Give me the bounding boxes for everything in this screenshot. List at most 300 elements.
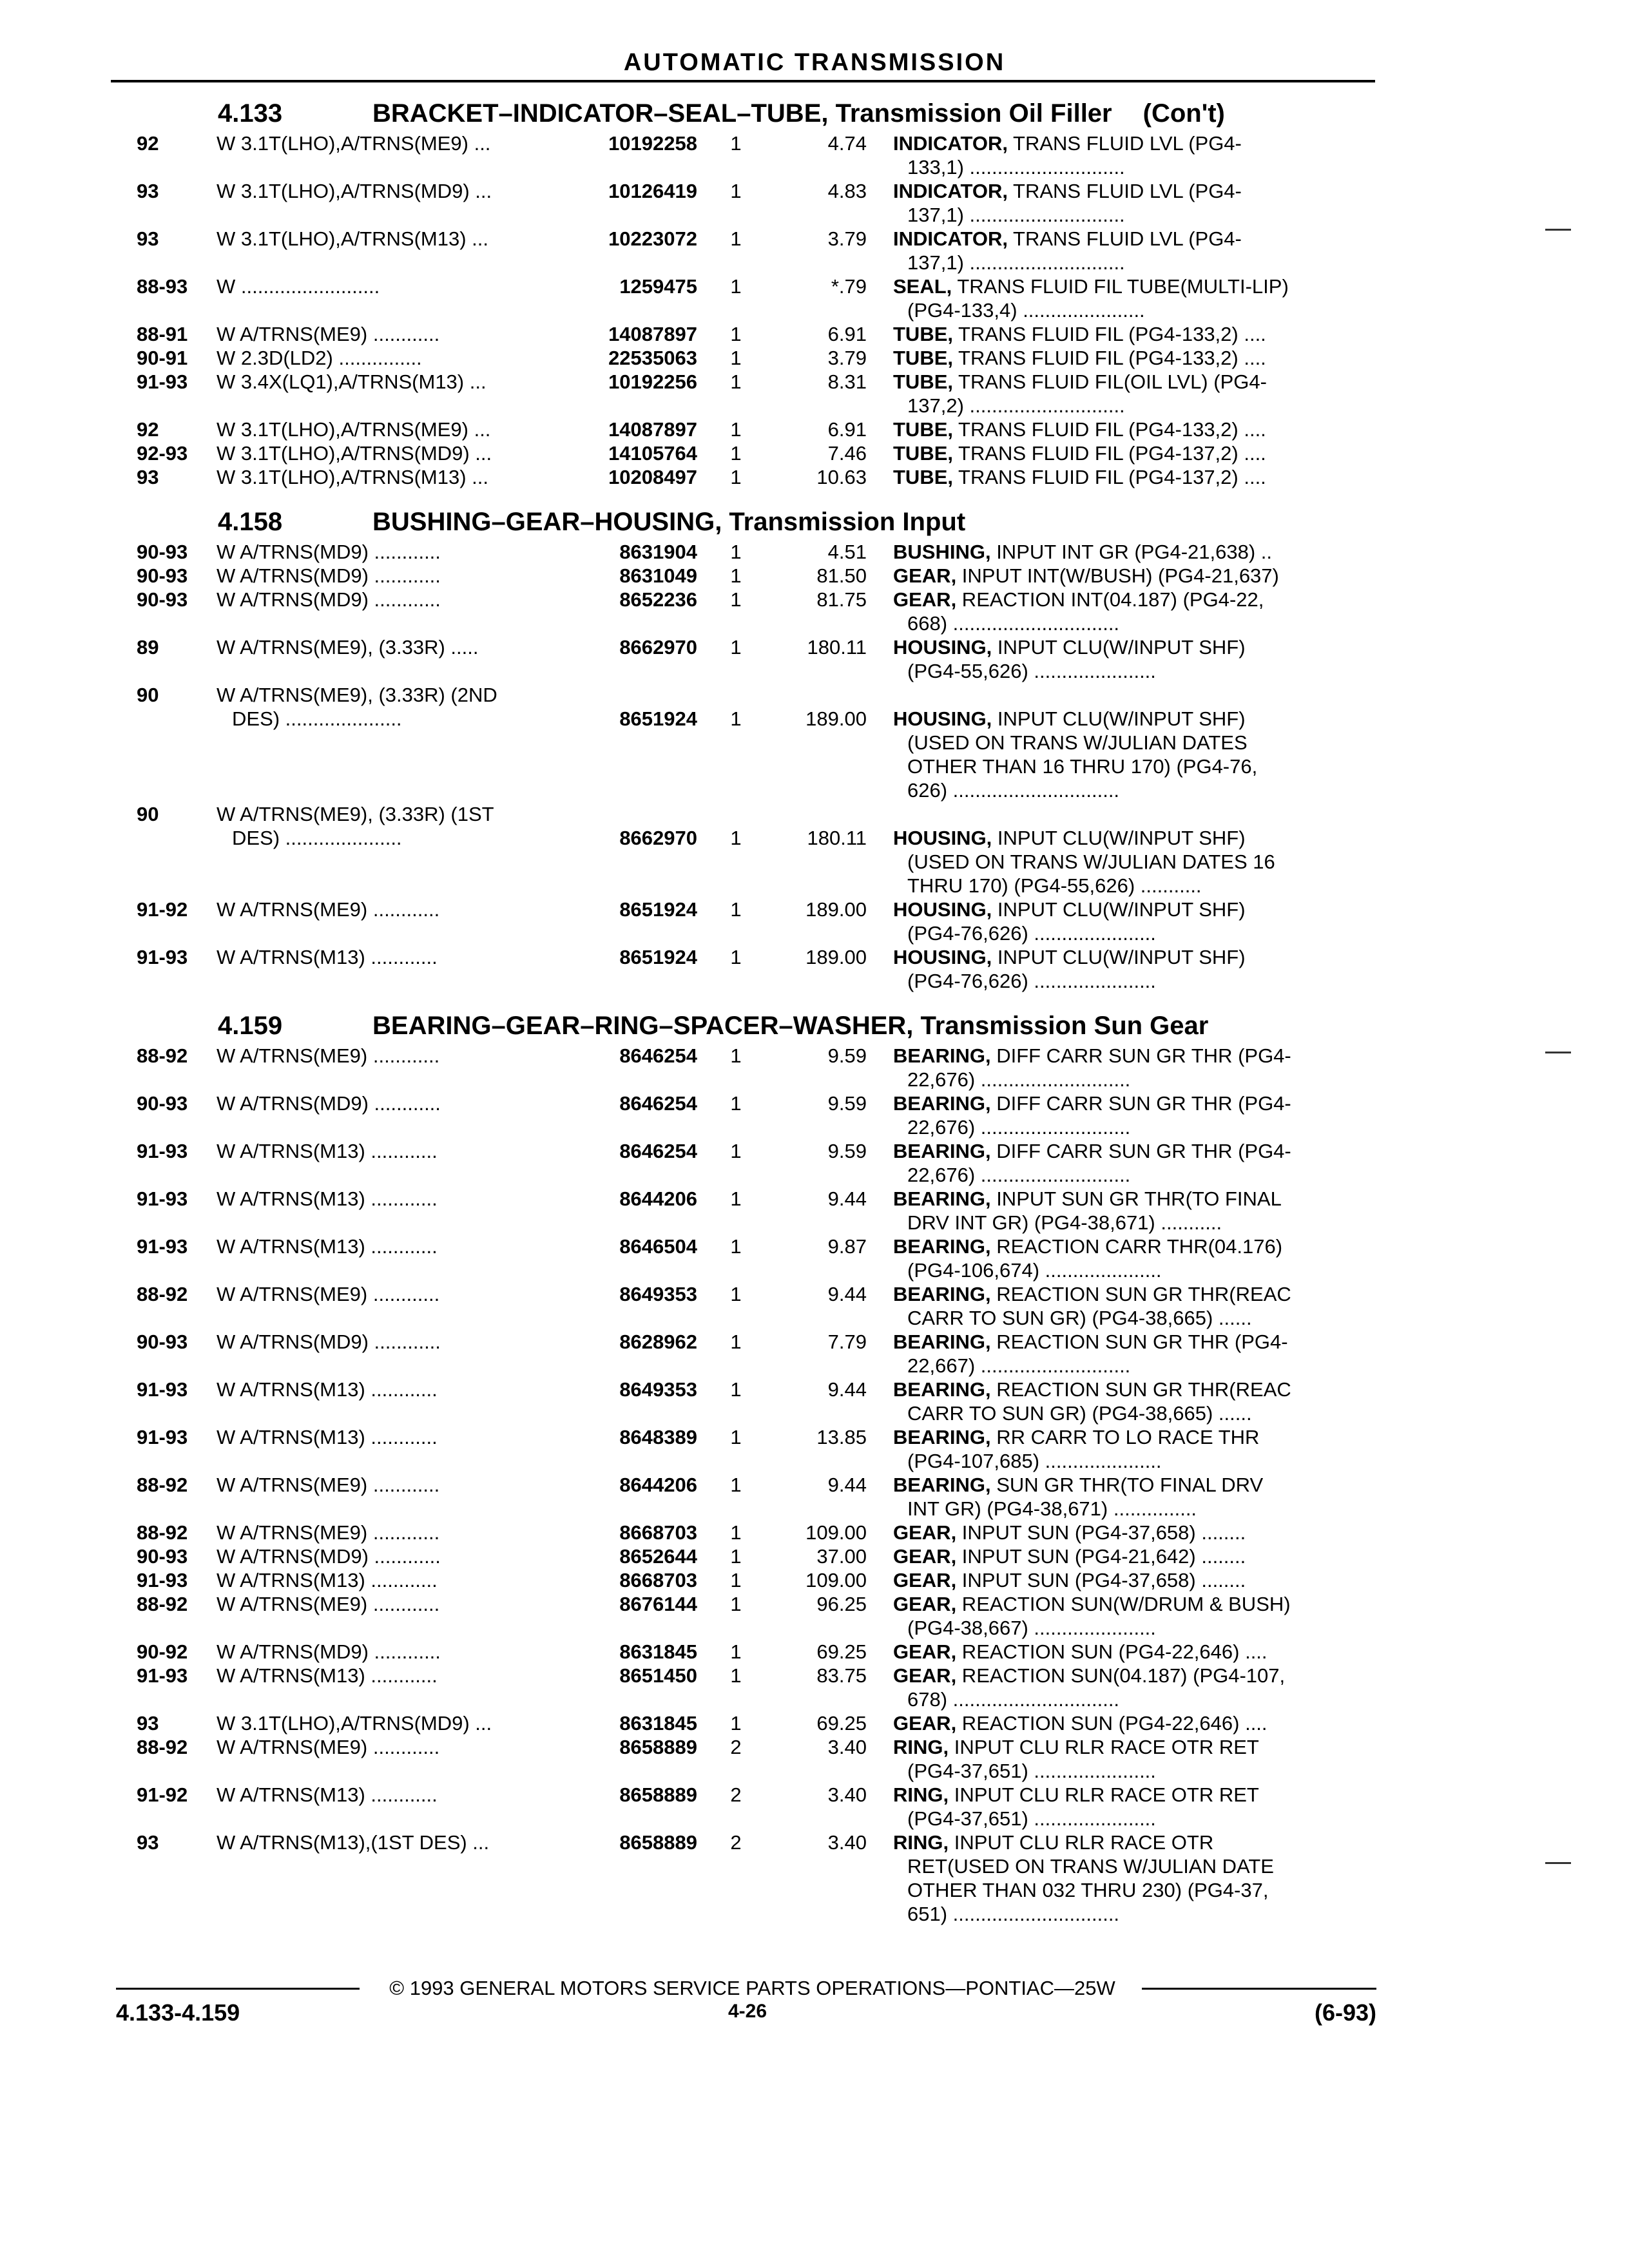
part-name: HOUSING, [893, 827, 992, 849]
part-number: 8631845 [619, 1640, 697, 1663]
part-number: 8668703 [619, 1569, 697, 1591]
quantity: 1 [730, 323, 742, 345]
part-number: 8651924 [619, 946, 697, 968]
part-number: 1259475 [619, 275, 697, 298]
description [893, 441, 1376, 465]
footer-rule-left [116, 1988, 360, 1990]
model-years: 91-93 [137, 1140, 188, 1162]
usage: W A/TRNS(MD9) ............ [217, 564, 441, 587]
model-years: 90-93 [137, 1092, 188, 1115]
usage: W 3.1T(LHO),A/TRNS(MD9) ... [217, 1712, 492, 1735]
description-continued: 668) .............................. [907, 612, 1120, 635]
description [893, 1139, 1376, 1163]
usage: W A/TRNS(M13) ............ [217, 946, 438, 968]
margin-mark [1545, 229, 1571, 231]
model-years: 88-92 [137, 1736, 188, 1758]
part-name: TUBE, [893, 442, 953, 465]
header-rule [111, 80, 1375, 82]
description-continued: 22,676) ........................... [907, 1116, 1131, 1139]
model-years: 93 [137, 1712, 159, 1735]
usage: W A/TRNS(M13) ............ [217, 1426, 438, 1448]
model-years: 90-93 [137, 1545, 188, 1568]
part-name: SEAL, [893, 275, 952, 298]
usage: W A/TRNS(ME9), (3.33R) (2ND [217, 684, 497, 706]
price: 96.25 [816, 1593, 867, 1615]
price: 8.31 [827, 370, 867, 393]
price: 7.46 [827, 442, 867, 465]
description [893, 179, 1376, 203]
model-years: 90-93 [137, 1331, 188, 1353]
description-text: TRANS FLUID FIL(OIL LVL) (PG4- [953, 370, 1267, 393]
model-years: 90-92 [137, 1640, 188, 1663]
footer-copyright: © 1993 GENERAL MOTORS SERVICE PARTS OPERATIONS—PONTIAC—25W [389, 1977, 1115, 1999]
part-name: INDICATOR, [893, 180, 1008, 202]
description-continued: RET(USED ON TRANS W/JULIAN DATE [907, 1855, 1274, 1878]
description [893, 826, 1376, 850]
part-number: 8651924 [619, 707, 697, 730]
description-continued: CARR TO SUN GR) (PG4-38,665) ...... [907, 1402, 1252, 1425]
quantity: 1 [730, 132, 742, 155]
usage: W 3.1T(LHO),A/TRNS(ME9) ... [217, 132, 491, 155]
model-years: 91-92 [137, 1783, 188, 1806]
description-text: INPUT SUN (PG4-37,658) ........ [956, 1521, 1246, 1544]
quantity: 1 [730, 1235, 742, 1258]
description [893, 1735, 1376, 1759]
part-name: BEARING, [893, 1474, 991, 1496]
part-number: 14087897 [608, 418, 697, 441]
model-years: 88-92 [137, 1474, 188, 1496]
description-text: REACTION SUN (PG4-22,646) .... [956, 1712, 1268, 1735]
description [893, 1568, 1376, 1592]
description [893, 1592, 1376, 1616]
usage: W A/TRNS(ME9) ............ [217, 1521, 440, 1544]
model-years: 91-93 [137, 1664, 188, 1687]
quantity: 1 [730, 442, 742, 465]
part-number: 8662970 [619, 827, 697, 849]
model-years: 88-92 [137, 1521, 188, 1544]
model-years: 90-93 [137, 564, 188, 587]
usage: W A/TRNS(M13) ............ [217, 1378, 438, 1401]
price: 180.11 [807, 827, 867, 849]
part-name: GEAR, [893, 1640, 957, 1663]
model-years: 91-93 [137, 1426, 188, 1448]
description-continued: (PG4-38,667) ...................... [907, 1617, 1156, 1639]
quantity: 1 [730, 636, 742, 658]
description-continued: (PG4-133,4) ...................... [907, 299, 1145, 322]
part-name: BEARING, [893, 1378, 991, 1401]
description-continued: THRU 170) (PG4-55,626) ........... [907, 874, 1202, 897]
price: 4.74 [827, 132, 867, 155]
part-number: 8646254 [619, 1044, 697, 1067]
quantity: 1 [730, 1712, 742, 1735]
description-continued: 678) .............................. [907, 1688, 1120, 1711]
quantity: 1 [730, 946, 742, 968]
part-number: 10208497 [608, 466, 697, 488]
part-name: BEARING, [893, 1283, 991, 1305]
price: 37.00 [816, 1545, 867, 1568]
usage: W A/TRNS(M13) ............ [217, 1140, 438, 1162]
description-text: REACTION SUN (PG4-22,646) .... [956, 1640, 1268, 1663]
part-number: 10192258 [608, 132, 697, 155]
part-name: GEAR, [893, 1712, 957, 1735]
price: 4.83 [827, 180, 867, 202]
part-number: 8646254 [619, 1140, 697, 1162]
section-number: 4.133 [218, 99, 283, 128]
description-continued: 22,676) ........................... [907, 1164, 1131, 1186]
part-number: 8662970 [619, 636, 697, 658]
section-heading [218, 1012, 1208, 1041]
part-name: TUBE, [893, 370, 953, 393]
description-continued: 651) .............................. [907, 1903, 1120, 1925]
model-years: 93 [137, 180, 159, 202]
part-name: TUBE, [893, 466, 953, 488]
description-text: TRANS FLUID FIL (PG4-133,2) .... [953, 347, 1266, 369]
price: 7.79 [827, 1331, 867, 1353]
part-name: BEARING, [893, 1187, 991, 1210]
quantity: 1 [730, 707, 742, 730]
description [893, 1544, 1376, 1568]
description-text: SUN GR THR(TO FINAL DRV [990, 1474, 1264, 1496]
usage: W A/TRNS(ME9) ............ [217, 1593, 440, 1615]
footer-section-range: 4.133-4.159 [116, 1999, 240, 2026]
description-continued: OTHER THAN 16 THRU 170) (PG4-76, [907, 755, 1258, 778]
model-years: 88-92 [137, 1283, 188, 1305]
model-years: 88-92 [137, 1044, 188, 1067]
description-continued: 137,1) ............................ [907, 204, 1125, 226]
usage: W 3.4X(LQ1),A/TRNS(M13) ... [217, 370, 487, 393]
description-text: INPUT SUN GR THR(TO FINAL [990, 1187, 1282, 1210]
description-continued: 137,2) ............................ [907, 394, 1125, 417]
section-heading [218, 99, 1225, 128]
quantity: 1 [730, 1664, 742, 1687]
price: 9.59 [827, 1092, 867, 1115]
part-number: 22535063 [608, 347, 697, 369]
part-number: 14087897 [608, 323, 697, 345]
page-title: AUTOMATIC TRANSMISSION [623, 49, 1006, 76]
description [893, 1091, 1376, 1115]
model-years: 90 [137, 803, 159, 825]
price: *.79 [831, 275, 867, 298]
part-name: INDICATOR, [893, 227, 1008, 250]
usage: W A/TRNS(MD9) ............ [217, 588, 441, 611]
usage: W A/TRNS(ME9) ............ [217, 1736, 440, 1758]
description-text: TRANS FLUID FIL (PG4-137,2) .... [953, 442, 1266, 465]
model-years: 91-93 [137, 1569, 188, 1591]
quantity: 1 [730, 1092, 742, 1115]
description-continued: CARR TO SUN GR) (PG4-38,665) ...... [907, 1307, 1252, 1329]
description [893, 418, 1376, 441]
usage: W A/TRNS(M13) ............ [217, 1783, 438, 1806]
description [893, 945, 1376, 969]
usage: W A/TRNS(ME9) ............ [217, 1474, 440, 1496]
description-text: REACTION INT(04.187) (PG4-22, [956, 588, 1264, 611]
quantity: 1 [730, 418, 742, 441]
section-title: BUSHING–GEAR–HOUSING, Transmission Input [372, 508, 966, 536]
quantity: 1 [730, 1545, 742, 1568]
part-number: 8649353 [619, 1283, 697, 1305]
description-text: INPUT CLU(W/INPUT SHF) [992, 636, 1246, 658]
description-continued: 22,667) ........................... [907, 1354, 1131, 1377]
part-number: 8649353 [619, 1378, 697, 1401]
description-text: REACTION CARR THR(04.176) [990, 1235, 1283, 1258]
quantity: 1 [730, 1044, 742, 1067]
model-years: 91-93 [137, 370, 188, 393]
price: 189.00 [805, 946, 867, 968]
description [893, 588, 1376, 611]
part-number: 10223072 [608, 227, 697, 250]
usage: W A/TRNS(M13) ............ [217, 1187, 438, 1210]
usage: W A/TRNS(MD9) ............ [217, 541, 441, 563]
description-continued: (PG4-107,685) ..................... [907, 1450, 1162, 1472]
part-number: 8658889 [619, 1736, 697, 1758]
price: 3.79 [827, 227, 867, 250]
price: 3.40 [827, 1736, 867, 1758]
quantity: 1 [730, 1331, 742, 1353]
model-years: 93 [137, 466, 159, 488]
part-name: HOUSING, [893, 707, 992, 730]
part-name: HOUSING, [893, 946, 992, 968]
usage-continued: DES) ..................... [232, 707, 402, 730]
description [893, 1378, 1376, 1401]
price: 83.75 [816, 1664, 867, 1687]
description-text: TRANS FLUID FIL (PG4-137,2) .... [953, 466, 1266, 488]
margin-mark [1545, 1052, 1571, 1053]
model-years: 88-91 [137, 323, 188, 345]
footer-date: (6-93) [1314, 1999, 1376, 2026]
model-years: 91-93 [137, 946, 188, 968]
usage: W A/TRNS(M13) ............ [217, 1664, 438, 1687]
usage: W A/TRNS(M13),(1ST DES) ... [217, 1831, 490, 1854]
quantity: 1 [730, 466, 742, 488]
usage: W A/TRNS(ME9) ............ [217, 1044, 440, 1067]
description-text: INPUT CLU RLR RACE OTR [949, 1831, 1214, 1854]
part-name: GEAR, [893, 1593, 957, 1615]
description-continued: 626) .............................. [907, 779, 1120, 802]
part-number: 8631904 [619, 541, 697, 563]
description-text: TRANS FLUID FIL TUBE(MULTI-LIP) [952, 275, 1289, 298]
section-number: 4.159 [218, 1012, 283, 1040]
quantity: 1 [730, 1593, 742, 1615]
part-number: 8652644 [619, 1545, 697, 1568]
price: 3.79 [827, 347, 867, 369]
description-text: INPUT CLU(W/INPUT SHF) [992, 707, 1246, 730]
description-continued: 22,676) ........................... [907, 1068, 1131, 1091]
description-continued: (PG4-55,626) ...................... [907, 660, 1156, 682]
model-years: 93 [137, 1831, 159, 1854]
quantity: 1 [730, 1474, 742, 1496]
description [893, 635, 1376, 659]
model-years: 90-93 [137, 588, 188, 611]
description-text: REACTION SUN GR THR(REAC [990, 1378, 1291, 1401]
model-years: 90-93 [137, 541, 188, 563]
part-name: RING, [893, 1736, 949, 1758]
usage: W A/TRNS(MD9) ............ [217, 1640, 441, 1663]
quantity: 1 [730, 827, 742, 849]
part-number: 8668703 [619, 1521, 697, 1544]
part-number: 8631049 [619, 564, 697, 587]
usage: W A/TRNS(MD9) ............ [217, 1092, 441, 1115]
part-number: 8646504 [619, 1235, 697, 1258]
description [893, 1330, 1376, 1354]
part-name: GEAR, [893, 588, 957, 611]
price: 13.85 [816, 1426, 867, 1448]
quantity: 1 [730, 1521, 742, 1544]
description [893, 540, 1376, 564]
usage-continued: DES) ..................... [232, 827, 402, 849]
price: 9.59 [827, 1044, 867, 1067]
description [893, 1425, 1376, 1449]
part-number: 10126419 [608, 180, 697, 202]
description-text: RR CARR TO LO RACE THR [990, 1426, 1260, 1448]
description-text: TRANS FLUID FIL (PG4-133,2) .... [953, 323, 1266, 345]
description [893, 707, 1376, 731]
quantity: 1 [730, 898, 742, 921]
quantity: 1 [730, 180, 742, 202]
footer-rule-right [1142, 1988, 1376, 1990]
part-name: BEARING, [893, 1140, 991, 1162]
part-number: 14105764 [608, 442, 697, 465]
description [893, 1187, 1376, 1211]
part-name: GEAR, [893, 564, 957, 587]
description-text: INPUT CLU RLR RACE OTR RET [949, 1736, 1259, 1758]
usage: W 3.1T(LHO),A/TRNS(ME9) ... [217, 418, 491, 441]
part-number: 8676144 [619, 1593, 697, 1615]
usage: W A/TRNS(M13) ............ [217, 1569, 438, 1591]
part-number: 8644206 [619, 1474, 697, 1496]
section-title: BEARING–GEAR–RING–SPACER–WASHER, Transmission Sun Gear [372, 1012, 1209, 1040]
price: 109.00 [805, 1569, 867, 1591]
model-years: 89 [137, 636, 159, 658]
part-name: BEARING, [893, 1044, 991, 1067]
part-name: INDICATOR, [893, 132, 1008, 155]
part-number: 8652236 [619, 588, 697, 611]
usage: W 3.1T(LHO),A/TRNS(MD9) ... [217, 180, 492, 202]
description-continued: (PG4-37,651) ...................... [907, 1807, 1156, 1830]
price: 69.25 [816, 1712, 867, 1735]
description [893, 1521, 1376, 1544]
quantity: 1 [730, 588, 742, 611]
price: 9.44 [827, 1378, 867, 1401]
description [893, 227, 1376, 251]
description-continued: INT GR) (PG4-38,671) ............... [907, 1497, 1197, 1520]
price: 6.91 [827, 418, 867, 441]
description-text: INPUT SUN (PG4-37,658) ........ [956, 1569, 1246, 1591]
footer-page-number: 4-26 [728, 2001, 767, 2022]
price: 9.44 [827, 1283, 867, 1305]
quantity: 1 [730, 227, 742, 250]
usage: W A/TRNS(ME9), (3.33R) (1ST [217, 803, 494, 825]
part-name: BEARING, [893, 1235, 991, 1258]
description [893, 274, 1376, 298]
part-name: TUBE, [893, 347, 953, 369]
usage: W 2.3D(LD2) ............... [217, 347, 422, 369]
part-number: 10192256 [608, 370, 697, 393]
description-text: INPUT INT(W/BUSH) (PG4-21,637) [956, 564, 1279, 587]
description-text: INPUT INT GR (PG4-21,638) .. [990, 541, 1272, 563]
price: 3.40 [827, 1831, 867, 1854]
description [893, 346, 1376, 370]
part-name: GEAR, [893, 1545, 957, 1568]
quantity: 1 [730, 1283, 742, 1305]
price: 10.63 [816, 466, 867, 488]
description-continued: 137,1) ............................ [907, 251, 1125, 274]
part-name: GEAR, [893, 1569, 957, 1591]
quantity: 1 [730, 1569, 742, 1591]
quantity: 1 [730, 370, 742, 393]
part-name: BEARING, [893, 1331, 991, 1353]
quantity: 1 [730, 541, 742, 563]
model-years: 93 [137, 227, 159, 250]
part-name: BEARING, [893, 1426, 991, 1448]
quantity: 2 [730, 1783, 742, 1806]
model-years: 90-91 [137, 347, 188, 369]
part-name: HOUSING, [893, 898, 992, 921]
usage: W A/TRNS(MD9) ............ [217, 1331, 441, 1353]
price: 4.51 [827, 541, 867, 563]
description-continued: (USED ON TRANS W/JULIAN DATES [907, 731, 1248, 754]
description [893, 370, 1376, 394]
description [893, 1783, 1376, 1807]
description-text: TRANS FLUID LVL (PG4- [1007, 132, 1242, 155]
part-number: 8651450 [619, 1664, 697, 1687]
model-years: 88-93 [137, 275, 188, 298]
quantity: 1 [730, 564, 742, 587]
description [893, 1664, 1376, 1687]
description-text: TRANS FLUID LVL (PG4- [1007, 180, 1242, 202]
part-number: 8646254 [619, 1092, 697, 1115]
quantity: 1 [730, 1378, 742, 1401]
usage: W A/TRNS(ME9), (3.33R) ..... [217, 636, 479, 658]
part-number: 8644206 [619, 1187, 697, 1210]
model-years: 92-93 [137, 442, 188, 465]
quantity: 1 [730, 1426, 742, 1448]
description-text: REACTION SUN GR THR (PG4- [990, 1331, 1288, 1353]
description-text: TRANS FLUID FIL (PG4-133,2) .... [953, 418, 1266, 441]
description-text: DIFF CARR SUN GR THR (PG4- [990, 1140, 1291, 1162]
usage: W A/TRNS(ME9) ............ [217, 323, 440, 345]
section-number: 4.158 [218, 508, 283, 536]
description [893, 322, 1376, 346]
quantity: 1 [730, 1187, 742, 1210]
quantity: 1 [730, 1640, 742, 1663]
description [893, 1282, 1376, 1306]
price: 3.40 [827, 1783, 867, 1806]
part-number: 8658889 [619, 1831, 697, 1854]
part-name: RING, [893, 1783, 949, 1806]
part-name: GEAR, [893, 1521, 957, 1544]
quantity: 2 [730, 1736, 742, 1758]
description-text: DIFF CARR SUN GR THR (PG4- [990, 1092, 1291, 1115]
usage: W A/TRNS(ME9) ............ [217, 1283, 440, 1305]
model-years: 92 [137, 418, 159, 441]
price: 6.91 [827, 323, 867, 345]
description [893, 1831, 1376, 1854]
part-name: HOUSING, [893, 636, 992, 658]
description-continued: (PG4-106,674) ..................... [907, 1259, 1162, 1282]
price: 189.00 [805, 707, 867, 730]
quantity: 1 [730, 347, 742, 369]
section-title: BRACKET–INDICATOR–SEAL–TUBE, Transmission Oil Filler [372, 99, 1112, 128]
description-continued: OTHER THAN 032 THRU 230) (PG4-37, [907, 1879, 1269, 1901]
description-text: INPUT CLU(W/INPUT SHF) [992, 946, 1246, 968]
part-number: 8651924 [619, 898, 697, 921]
description-continued: (PG4-76,626) ...................... [907, 970, 1156, 992]
price: 9.44 [827, 1474, 867, 1496]
description-continued: (PG4-76,626) ...................... [907, 922, 1156, 945]
price: 81.50 [816, 564, 867, 587]
part-number: 8628962 [619, 1331, 697, 1353]
description [893, 1473, 1376, 1497]
